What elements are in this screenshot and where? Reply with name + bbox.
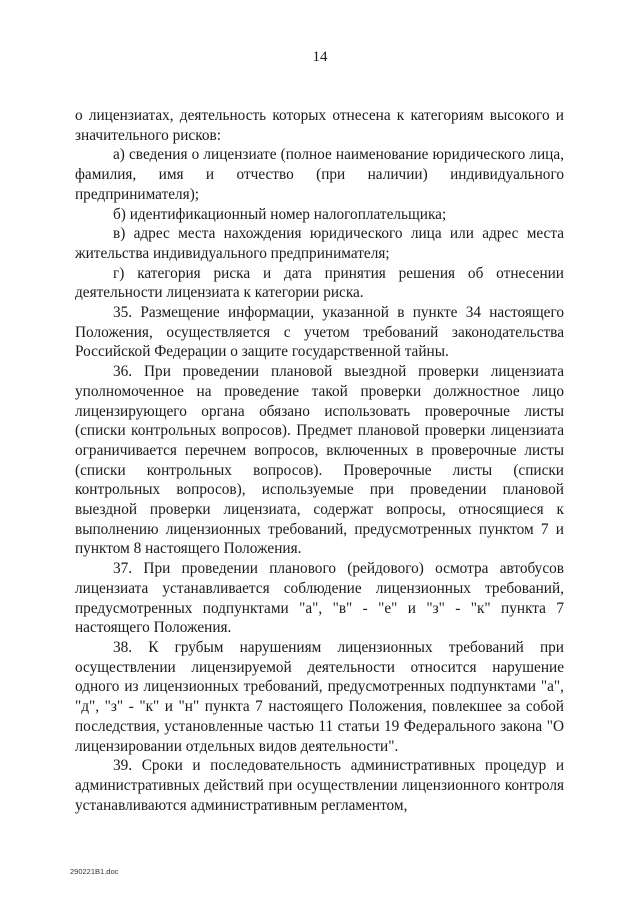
paragraph-item-v: в) адрес места нахождения юридического лица или адрес места жительства индивидуального предпринимателя;: [75, 225, 564, 262]
paragraph-36: 36. При проведении плановой выездной проверки лицензиата уполномоченное на проведение такой проверки должностное лицо лицензирующего органа обязано использовать проверочные листы (списки контрольных вопросов). Предмет плановой проверки лицензиата ограничивается перечнем вопросов, включенных в проверочные листы (списки контрольных вопросов). Проверочные листы (списки контрольных вопросов), используемые при проведении плановой выездной проверки лицензиата, содержат вопросы, относящиеся к выполнению лицензионных требований, предусмотренных пунктом 7 и пунктом 8 настоящего Положения.: [75, 363, 564, 558]
footer-filename: 290221B1.doc: [70, 867, 119, 876]
paragraph-38: 38. К грубым нарушениям лицензионных требований при осуществлении лицензируемой деятельности относится нарушение одного из лицензионных требований, предусмотренных подпунктами "а", "д", "з" - "к" и "н" пункта 7 настоящего Положения, повлекшее за собой последствия, установленные частью 11 статьи 19 Федерального закона "О лицензировании отдельных видов деятельности".: [75, 638, 564, 755]
paragraph-37: 37. При проведении планового (рейдового) осмотра автобусов лицензиата устанавливается соблюдение лицензионных требований, предусмотренных подпунктами "а", "в" - "е" и "з" - "к" пункта 7 настоящего Положения.: [75, 560, 564, 637]
paragraph-39: 39. Сроки и последовательность административных процедур и административных действий при осуществлении лицензионного контроля устанавливаются административным регламентом,: [75, 757, 564, 814]
paragraph-item-b: б) идентификационный номер налогоплательщика;: [113, 205, 447, 223]
paragraph-continuation: о лицензиатах, деятельность которых отнесена к категориям высокого и значительного рисков:: [75, 107, 564, 144]
paragraph-item-a: а) сведения о лицензиате (полное наименование юридического лица, фамилия, имя и отчество (при наличии) индивидуального предпринимателя);: [75, 146, 564, 203]
document-body: [75, 106, 564, 815]
paragraph-item-g: г) категория риска и дата принятия решения об отнесении деятельности лицензиата к категории риска.: [75, 264, 564, 302]
paragraph-35: 35. Размещение информации, указанной в пункте 34 настоящего Положения, осуществляется с учетом требований законодательства Российской Федерации о защите государственной тайны.: [75, 304, 564, 361]
page-number: 14: [312, 49, 328, 65]
